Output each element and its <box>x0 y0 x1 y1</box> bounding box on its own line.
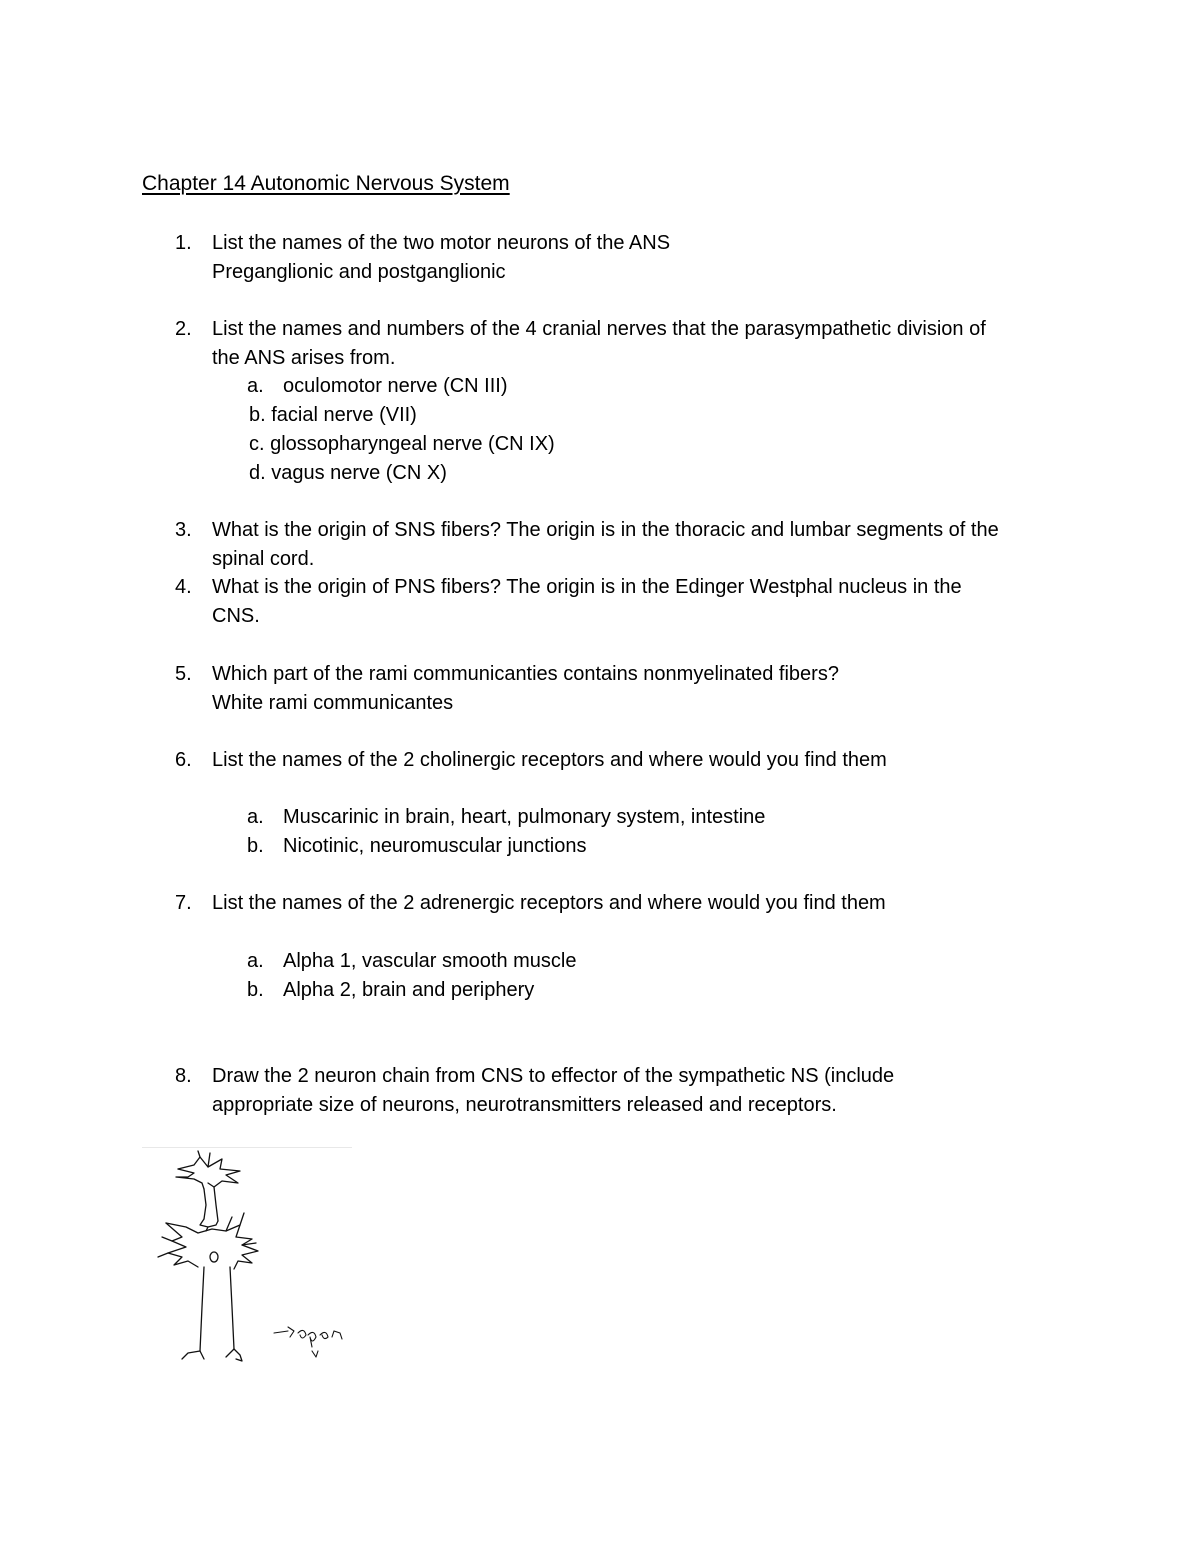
page-title: Chapter 14 Autonomic Nervous System <box>142 172 510 195</box>
question-3-text: What is the origin of SNS fibers? The origin is in the thoracic and lumbar segments of the <box>212 519 999 541</box>
question-7-number: 7. <box>175 892 192 914</box>
question-7-subitem-a-letter: a. <box>247 950 264 972</box>
question-6-subitem-b-letter: b. <box>247 835 264 857</box>
question-7-subitem-a: Alpha 1, vascular smooth muscle <box>283 950 577 972</box>
question-5-answer: White rami communicantes <box>212 692 454 714</box>
question-6-number: 6. <box>175 749 192 771</box>
question-2-subitem-c: c. glossopharyngeal nerve (CN IX) <box>249 433 555 455</box>
question-2-text: List the names and numbers of the 4 cranial nerves that the parasympathetic division of <box>212 318 986 340</box>
question-2-subitem-a: oculomotor nerve (CN III) <box>283 375 508 397</box>
question-5-text: Which part of the rami communicanties contains nonmyelinated fibers? <box>212 663 839 685</box>
signature-scribble <box>274 1327 342 1357</box>
question-8-number: 8. <box>175 1065 192 1087</box>
preganglionic-neuron-sketch <box>176 1151 240 1231</box>
question-8-text: Draw the 2 neuron chain from CNS to effector of the sympathetic NS (include <box>212 1065 895 1087</box>
question-6-subitem-a: Muscarinic in brain, heart, pulmonary system, intestine <box>283 806 766 828</box>
question-2-number: 2. <box>175 318 192 340</box>
question-2-subitem-a-letter: a. <box>247 375 264 397</box>
question-4-text: What is the origin of PNS fibers? The origin is in the Edinger Westphal nucleus in the <box>212 576 962 598</box>
question-6-text: List the names of the 2 cholinergic receptors and where would you find them <box>212 749 887 771</box>
question-3-number: 3. <box>175 519 192 541</box>
question-2-subitem-d: d. vagus nerve (CN X) <box>249 462 447 484</box>
question-8-text-cont: appropriate size of neurons, neurotransmitters released and receptors. <box>212 1094 837 1116</box>
question-1-text: List the names of the two motor neurons of the ANS <box>212 232 671 254</box>
question-7-subitem-b: Alpha 2, brain and periphery <box>283 979 535 1001</box>
question-4-number: 4. <box>175 576 192 598</box>
question-7-text: List the names of the 2 adrenergic receptors and where would you find them <box>212 892 886 914</box>
neuron-chain-drawing <box>142 1147 352 1367</box>
question-3-text-cont: spinal cord. <box>212 548 315 570</box>
question-4-text-cont: CNS. <box>212 605 260 627</box>
question-1-answer: Preganglionic and postganglionic <box>212 261 506 283</box>
question-6-subitem-a-letter: a. <box>247 806 264 828</box>
question-6-subitem-b: Nicotinic, neuromuscular junctions <box>283 835 587 857</box>
postganglionic-neuron-sketch <box>158 1213 258 1361</box>
question-2-subitem-b: b. facial nerve (VII) <box>249 404 417 426</box>
question-7-subitem-b-letter: b. <box>247 979 264 1001</box>
question-2-text-cont: the ANS arises from. <box>212 347 396 369</box>
question-1-number: 1. <box>175 232 192 254</box>
question-5-number: 5. <box>175 663 192 685</box>
